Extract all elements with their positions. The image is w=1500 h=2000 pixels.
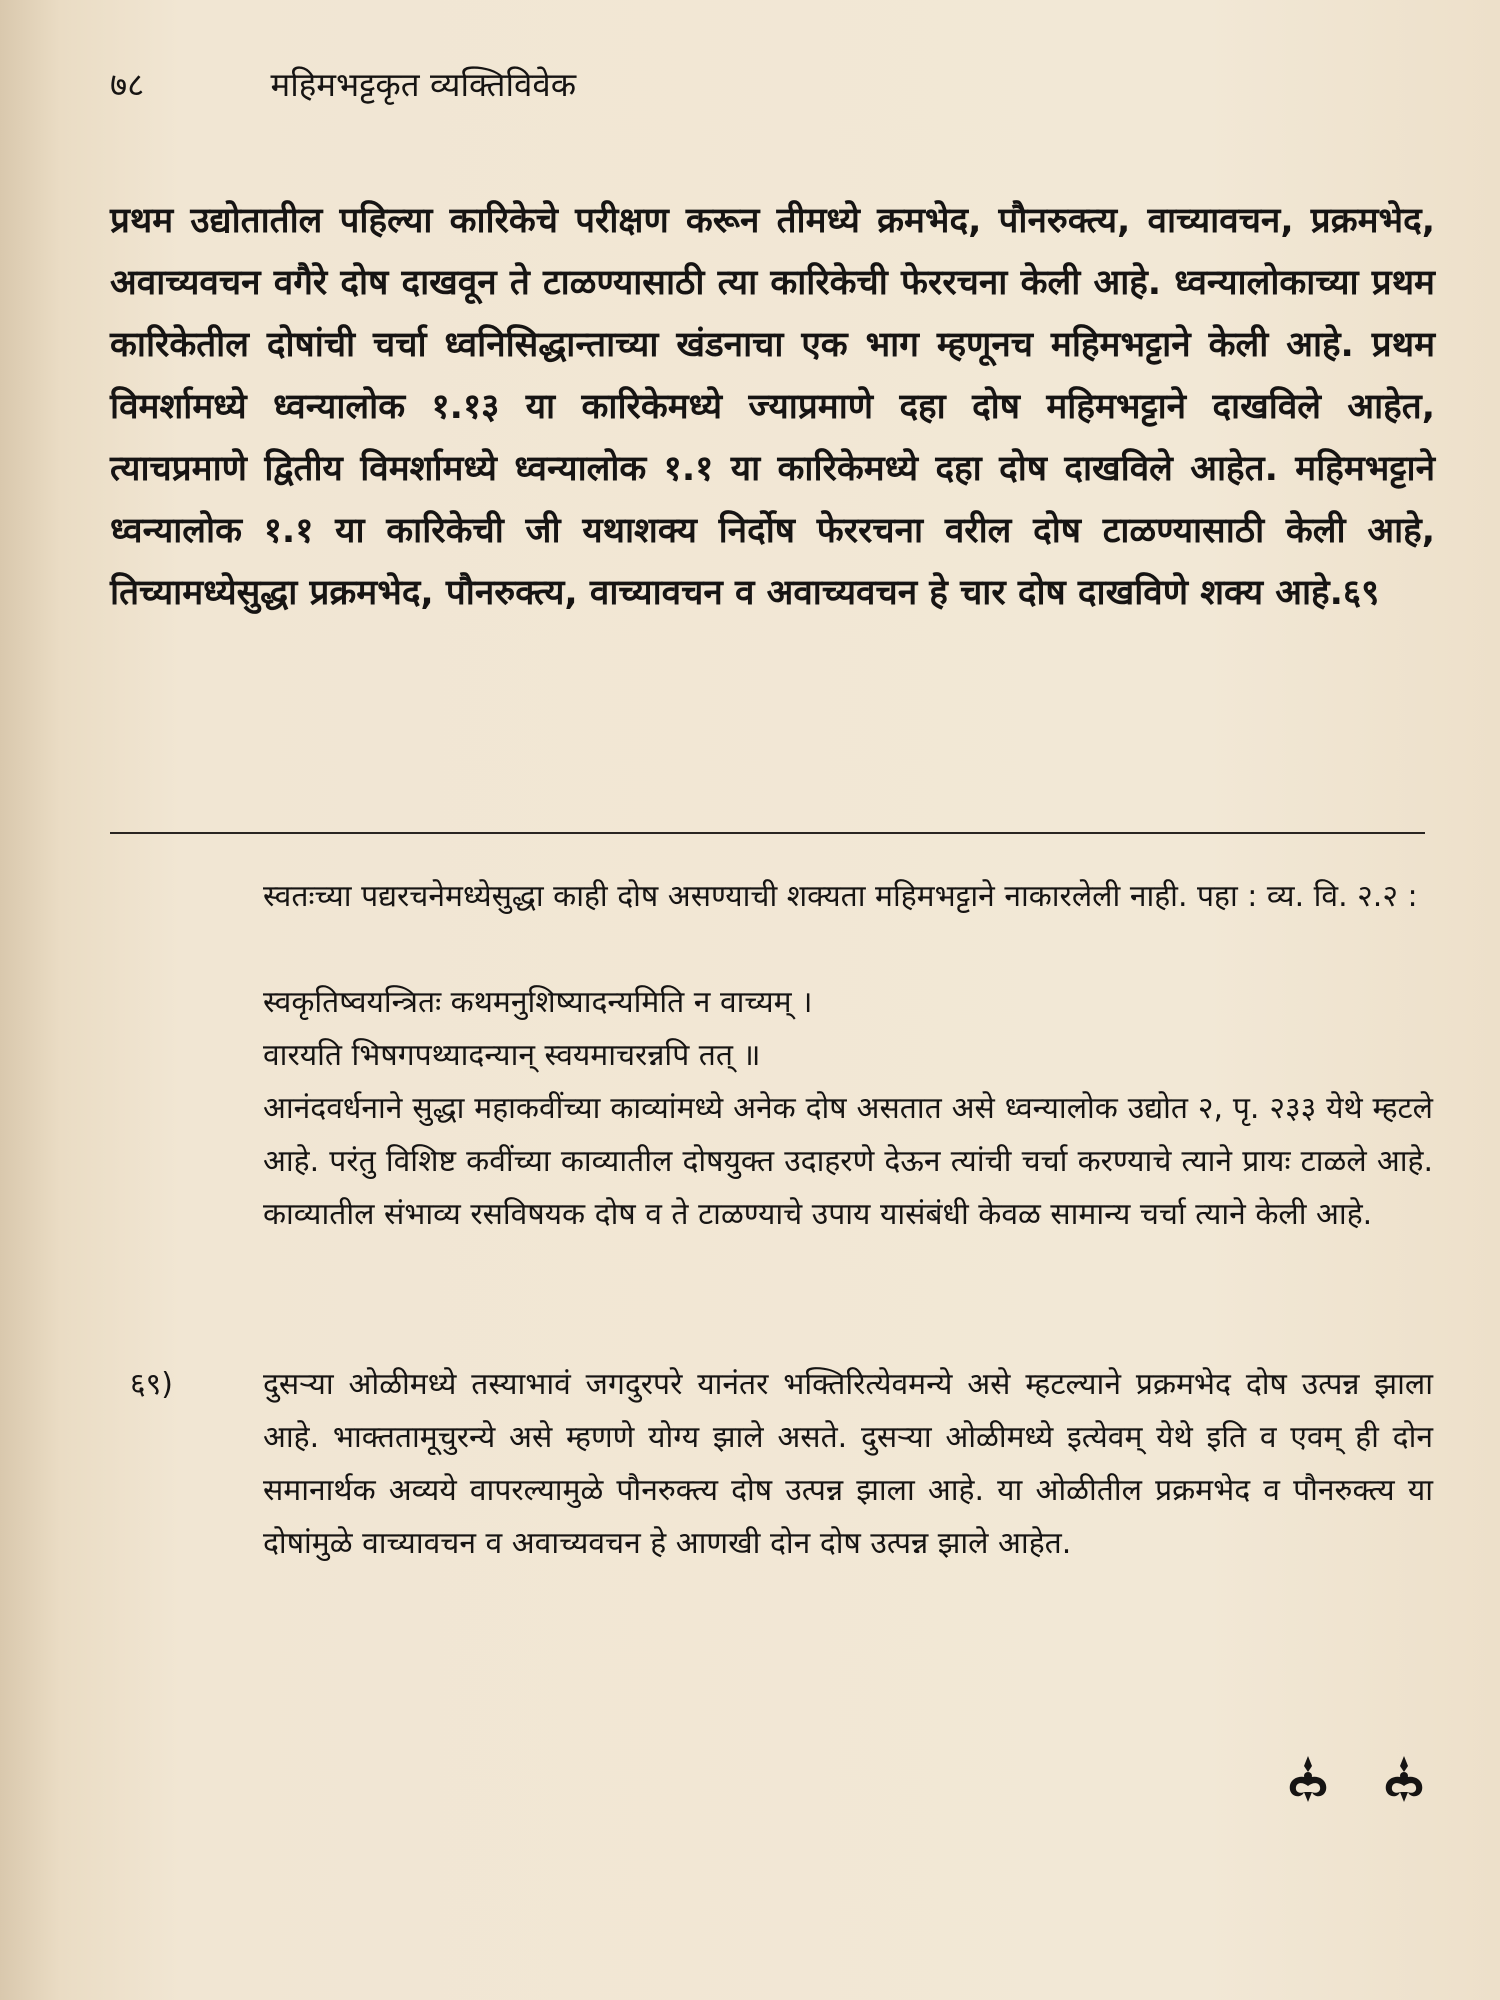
- floral-ornament-icon: [1282, 1752, 1334, 1804]
- page-header: [110, 60, 1410, 110]
- floral-ornament-icon: [1378, 1752, 1430, 1804]
- footnote-verse-line-2: वारयति भिषगपथ्यादन्यान् स्वयमाचरन्नपि तत् ॥: [263, 1038, 761, 1073]
- footnote-divider: [110, 832, 1425, 834]
- running-title: महिमभट्टकृत व्यक्तिविवेक: [270, 65, 577, 104]
- footnote-continued-intro: स्वतःच्या पद्यरचनेमध्येसुद्धा काही दोष असण्याची शक्यता महिमभट्टाने नाकारलेली नाही. पहा : व्य. वि. २.२ :: [263, 879, 1418, 914]
- footnote-69-marker: ६९): [130, 1367, 173, 1402]
- footnote-69-text: दुसऱ्या ओळीमध्ये तस्याभावं जगदुरपरे यानंतर भक्तिरित्येवमन्ये असे म्हटल्याने प्रक्रमभेद दोष उत्पन्न झाला आहे. भाक्ततामूचुरन्ये असे म्हणणे योग्य झाले असते. दुसऱ्या ओळीमध्ये इत्येवम् येथे इति व एवम् ही दोन समानार्थक अव्यये वापरल्यामुळे पौनरुक्त्य दोष उत्पन्न झाला आहे. या ओळीतील प्रक्रमभेद व पौनरुक्त्य या दोषांमुळे वाच्यावचन व अवाच्यवचन हे आणखी दोन दोष उत्पन्न झाले आहेत.: [263, 1367, 1433, 1561]
- page-number: ७८: [110, 65, 145, 104]
- main-paragraph: प्रथम उद्योतातील पहिल्या कारिकेचे परीक्षण करून तीमध्ये क्रमभेद, पौनरुक्त्य, वाच्यावचन, प्रक्रमभेद, अवाच्यवचन वगैरे दोष दाखवून ते टाळण्यासाठी त्या कारिकेची फेररचना केली आहे. ध्वन्यालोकाच्या प्रथम कारिकेतील दोषांची चर्चा ध्वनिसिद्धान्ताच्या खंडनाचा एक भाग म्हणूनच महिमभट्टाने केली आहे. प्रथम विमर्शामध्ये ध्वन्यालोक १.१३ या कारिकेमध्ये ज्याप्रमाणे दहा दोष महिमभट्टाने दाखविले आहेत, त्याचप्रमाणे द्वितीय विमर्शामध्ये ध्वन्यालोक १.१ या कारिकेमध्ये दहा दोष दाखविले आहेत. महिमभट्टाने ध्वन्यालोक १.१ या कारिकेची जी यथाशक्य निर्दोष फेररचना वरील दोष टाळण्यासाठी केली आहे, तिच्यामध्येसुद्धा प्रक्रमभेद, पौनरुक्त्य, वाच्यावचन व अवाच्यवचन हे चार दोष दाखविणे शक्य आहे.६९: [110, 201, 1435, 613]
- footnote-continued-rest: आनंदवर्धनाने सुद्धा महाकवींच्या काव्यांमध्ये अनेक दोष असतात असे ध्वन्यालोक उद्योत २, पृ. २३३ येथे म्हटले आहे. परंतु विशिष्ट कवींच्या काव्यातील दोषयुक्त उदाहरणे देऊन त्यांची चर्चा करण्याचे त्याने प्रायः टाळले आहे. काव्यातील संभाव्य रसविषयक दोष व ते टाळण्याचे उपाय यासंबंधी केवळ सामान्य चर्चा त्याने केली आहे.: [263, 1091, 1433, 1232]
- footnote-verse-line-1: स्वकृतिष्वयन्त्रितः कथमनुशिष्यादन्यमिति न वाच्यम् ।: [263, 985, 813, 1020]
